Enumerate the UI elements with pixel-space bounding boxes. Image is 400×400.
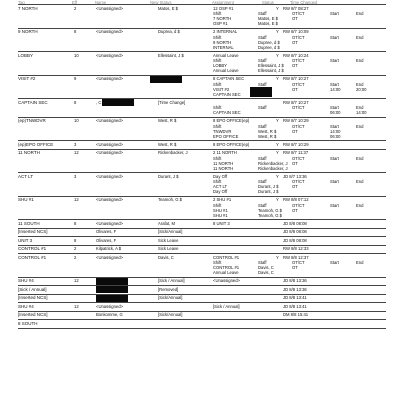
detail-cell: OT <box>292 207 298 213</box>
post-name: 11 SOUTH <box>18 220 40 226</box>
detail-cell: CAPTAIN SEC <box>213 110 241 115</box>
post-count: 2 <box>74 246 77 251</box>
post-name: LOBBY <box>18 52 34 58</box>
staff-status: [Sick/Annual] <box>158 229 183 234</box>
redaction-block <box>96 286 128 293</box>
column-header: Assignment <box>212 0 234 5</box>
detail-cell: Start <box>330 34 339 40</box>
post-name: [Sick / Annual] <box>18 286 47 292</box>
post-name: [Inserted NCS] <box>18 312 48 317</box>
time-changed: RW 8/7 10:09 <box>283 29 309 34</box>
staff-status: Durant, J $ <box>158 173 179 179</box>
assignment: 2 11 NORTH <box>213 150 237 155</box>
staff-status: [Sick/Annual] <box>158 295 183 300</box>
detail-cell: 11 NORTH <box>213 160 234 166</box>
detail-cell: OT/CT <box>292 58 305 63</box>
time-changed: RW 8/7 10:27 <box>283 76 309 81</box>
column-header: New Status <box>150 0 172 5</box>
post-name: CAPTAIN SEC <box>18 99 48 105</box>
detail-cell: OT/CT <box>292 81 305 87</box>
time-changed: JD 8/8 08:08 <box>283 220 307 226</box>
staff-status: [Sick/Annual] <box>158 312 183 317</box>
assigned-name: <Unassigned> <box>96 173 124 179</box>
post-name: SHU #1 <box>18 197 34 202</box>
post-count: 2 <box>74 5 77 11</box>
detail-cell: End <box>356 34 364 40</box>
detail-cell: Staff <box>258 105 267 110</box>
detail-cell: TNWDVR <box>213 128 232 134</box>
time-changed: JD 8/8 13:36 <box>283 286 307 292</box>
detail-cell: End <box>356 11 364 16</box>
detail-cell: OT/CT <box>292 202 305 208</box>
post-count: 3 <box>74 173 77 179</box>
detail-cell: Shift <box>213 202 222 208</box>
detail-cell: OT/CT <box>292 34 305 40</box>
post-name: CONTROL #1 <box>18 246 47 251</box>
post-count: 8 <box>74 29 77 34</box>
detail-cell: Staff <box>258 155 267 161</box>
time-changed: JD 8/8 13:36 <box>283 278 307 283</box>
detail-cell: 20:00 <box>356 86 367 92</box>
staff-status: Sick Leave <box>158 246 179 251</box>
detail-cell: Start <box>330 260 339 265</box>
assigned-name: Bonkomme, G <box>96 312 123 317</box>
detail-cell: OT <box>292 63 298 68</box>
detail-cell: Durant, J $ <box>258 184 279 189</box>
detail-cell: VISIT #2 <box>213 86 230 92</box>
detail-cell: Start <box>330 123 339 129</box>
staff-status: [Removed] <box>158 286 179 292</box>
detail-cell: 14:00 <box>330 86 341 92</box>
detail-cell: Staff <box>258 11 267 16</box>
assigned-name: <Unassigned> <box>96 52 124 58</box>
detail-cell: Start <box>330 58 339 63</box>
flag: Y <box>276 76 279 81</box>
assigned-name: <Unassigned> <box>96 197 124 202</box>
assigned-name: <Unassigned> <box>96 76 124 81</box>
detail-cell: OT/CT <box>292 105 305 110</box>
detail-cell: INTERNAL <box>213 44 234 50</box>
column-header: Name <box>95 0 107 5</box>
staff-status: Matos, E $ <box>158 5 179 11</box>
assignment: 2 INTERNAL <box>213 29 238 34</box>
column-header: Tag <box>18 0 25 5</box>
row-divider <box>18 228 386 229</box>
detail-cell: OT <box>292 160 298 166</box>
detail-cell: CAPTAIN SEC <box>213 91 241 97</box>
detail-cell: OT <box>292 184 298 189</box>
staff-status: [Time Change] <box>158 99 186 105</box>
assignment: 2 SHU #1 <box>213 197 232 202</box>
detail-cell: Shift <box>213 123 222 129</box>
post-name: 11 NORTH <box>18 150 40 155</box>
assignment: [Sick / Annual] <box>213 303 240 309</box>
post-count: 3 <box>74 141 77 147</box>
detail-cell: Matos, E $ <box>258 16 279 21</box>
time-changed: RW 8/8 07:12 <box>283 197 309 202</box>
time-changed: RW 8/7 10:27 <box>283 99 309 105</box>
detail-cell: Staff <box>258 123 267 129</box>
detail-cell: OT <box>292 86 298 92</box>
detail-cell: 06:00 <box>330 133 341 139</box>
detail-cell: Durant, J $ <box>258 189 279 194</box>
post-name: (ep)EPO OFFICE <box>18 141 54 147</box>
detail-cell: End <box>356 179 364 184</box>
time-changed: RW 8/7 10:29 <box>283 141 309 147</box>
detail-cell: Ellessaint, J $ <box>258 63 284 68</box>
assigned-name: <Unassigned> <box>96 5 124 11</box>
detail-cell: Shift <box>213 260 222 265</box>
row-divider <box>18 294 386 295</box>
detail-cell: OT <box>292 16 298 21</box>
time-changed: DM 8/8 15:41 <box>283 312 309 317</box>
assigned-name: <Unassigned> <box>96 141 124 147</box>
time-changed: JD 8/8 13:41 <box>283 295 307 300</box>
post-count: 12 <box>74 278 79 283</box>
post-name: ACT LT <box>18 173 34 179</box>
time-changed: JD 8/8 08:08 <box>283 237 307 243</box>
detail-cell: OT/CT <box>292 11 305 16</box>
detail-cell: Start <box>330 11 339 16</box>
flag: Y <box>276 118 279 123</box>
detail-cell: SHU #1 <box>213 212 228 218</box>
detail-cell: Annual Leave <box>213 68 239 73</box>
staff-status: [Sick / Annual] <box>158 278 185 283</box>
staff-status: West, R $ <box>158 141 177 147</box>
staff-status: Davis, C <box>158 254 174 260</box>
assigned-name: Olivares, F <box>96 237 117 243</box>
detail-cell: End <box>356 260 364 265</box>
detail-cell: OT/CT <box>292 123 305 129</box>
detail-cell: EPO OFFICE <box>213 133 239 139</box>
post-name: (ep)TNWDVR <box>18 118 46 123</box>
post-count: 2 <box>74 254 77 260</box>
detail-cell: Start <box>330 155 339 161</box>
assigned-name: <Unassigned> <box>96 303 124 309</box>
assigned-name: <Unassigned> <box>96 254 124 260</box>
post-count: 12 <box>74 303 79 309</box>
detail-cell: End <box>356 123 364 129</box>
post-name: 8 SOUTH <box>18 320 38 326</box>
detail-cell: 7 NORTH <box>213 16 232 21</box>
time-changed: RW 8/7 08:27 <box>283 5 309 11</box>
flag: Y <box>276 29 279 34</box>
detail-cell: OSP #1 <box>213 21 228 26</box>
assigned-name: Kilpatrick, A $ <box>96 246 122 251</box>
detail-cell: Staff <box>258 81 267 87</box>
assignment: 8 EPO OFFICE(ep) <box>213 118 250 123</box>
post-name: VISIT #2 <box>18 76 36 81</box>
detail-cell: Day Off <box>213 189 228 194</box>
detail-cell: Rickenbacker, J <box>258 160 288 166</box>
post-name: 9 NORTH <box>18 29 38 34</box>
time-changed: JD 8/7 13:36 <box>283 173 307 179</box>
detail-cell: Ellessaint, J $ <box>258 68 284 73</box>
row-divider <box>18 285 386 286</box>
detail-cell: Teamoh, G $ <box>258 212 282 218</box>
detail-cell: Rickenbacker, J <box>258 165 288 171</box>
detail-cell: Start <box>330 202 339 208</box>
assignment: Day Off <box>213 173 228 179</box>
post-name: CONTROL #1 <box>18 254 47 260</box>
assigned-name: <Unassigned> <box>96 29 124 34</box>
redaction-block <box>250 92 272 97</box>
post-count: 12 <box>74 150 79 155</box>
detail-cell: Shift <box>213 155 222 161</box>
staff-status: Arafat, M <box>158 220 175 226</box>
detail-cell: 14:00 <box>330 128 341 134</box>
staff-status: Duprea, d $ <box>158 29 180 34</box>
post-name: [Inserted NCS] <box>18 295 48 300</box>
assignment: CONTROL #1 <box>213 254 240 260</box>
detail-cell: Staff <box>258 34 267 40</box>
post-count: 9 <box>74 76 77 81</box>
post-count: 8 <box>74 220 77 226</box>
detail-cell: Annual Leave <box>213 270 239 275</box>
detail-cell: Shift <box>213 105 222 110</box>
column-header: Time Changed <box>290 0 318 5</box>
detail-cell: OT <box>292 39 298 45</box>
detail-cell: OT/CT <box>292 155 305 161</box>
column-header: Status <box>262 0 274 5</box>
flag: Y <box>276 197 279 202</box>
post-count: 12 <box>74 197 79 202</box>
assignment: 8 CAPTAIN SEC <box>213 76 245 81</box>
detail-cell: SHU #1 <box>213 207 228 213</box>
detail-cell: 06:00 <box>330 110 341 115</box>
time-changed: RW 8/7 11:37 <box>283 150 309 155</box>
flag: Y <box>276 141 279 147</box>
post-count: 10 <box>74 52 79 58</box>
detail-cell: Staff <box>258 260 267 265</box>
time-changed: RW 8/7 10:24 <box>283 52 309 58</box>
detail-cell: OT/CT <box>292 179 305 184</box>
detail-cell: Shift <box>213 11 222 16</box>
redaction-block <box>102 99 134 106</box>
redaction-block <box>150 76 182 83</box>
redaction-block <box>96 278 128 285</box>
time-changed: RW 8/8 12:33 <box>283 246 309 251</box>
detail-cell: Staff <box>258 202 267 208</box>
post-count: 8 <box>74 99 77 105</box>
detail-cell: End <box>356 105 364 110</box>
detail-cell: West, R $ <box>258 133 277 139</box>
detail-cell: End <box>356 58 364 63</box>
flag: Y <box>276 52 279 58</box>
column-header: Eff <box>72 0 78 5</box>
post-name: UNIT 3 <box>18 237 33 243</box>
detail-cell: Matos, E $ <box>258 21 279 26</box>
detail-cell: End <box>356 155 364 161</box>
detail-cell: Dupree, d $ <box>258 44 280 50</box>
time-changed: JD 8/8 13:41 <box>283 303 307 309</box>
row-divider <box>18 311 386 312</box>
redaction-block <box>96 295 128 302</box>
post-name: 7 NORTH <box>18 5 38 11</box>
time-changed: RW 8/8 12:37 <box>283 254 309 260</box>
staff-status: Sick Leave <box>158 237 179 243</box>
staff-status: Rickenbacker, J <box>158 150 188 155</box>
post-name: [Inserted NCS] <box>18 229 48 234</box>
staff-status: Ellessaint, J $ <box>158 52 184 58</box>
detail-cell: Teamoh, G $ <box>258 207 282 213</box>
assigned-name: <Unassigned> <box>96 220 124 226</box>
detail-cell: OT/CT <box>292 260 305 265</box>
post-name: SHU #4 <box>18 303 34 309</box>
detail-cell: Start <box>330 105 339 110</box>
detail-cell: Shift <box>213 81 222 87</box>
detail-cell: Shift <box>213 58 222 63</box>
time-changed: RW 8/7 10:29 <box>283 118 309 123</box>
detail-cell: LOBBY <box>213 63 227 68</box>
detail-cell: CONTROL #1 <box>213 265 240 270</box>
post-count: 8 <box>74 237 77 243</box>
detail-cell: Dupree, d $ <box>258 39 280 45</box>
detail-cell: Start <box>330 179 339 184</box>
assignment: <Unassigned> <box>213 278 241 283</box>
detail-cell: 14:00 <box>356 110 367 115</box>
detail-cell: Shift <box>213 34 222 40</box>
assigned-name: <Unassigned> <box>96 118 124 123</box>
detail-cell: Staff <box>258 179 267 184</box>
detail-cell: Davis, C <box>258 265 274 270</box>
assigned-name: Olivares, F <box>96 229 117 234</box>
post-count: 10 <box>74 118 79 123</box>
row-divider <box>18 328 386 329</box>
detail-cell: West, R $ <box>258 128 277 134</box>
flag: Y <box>276 5 279 11</box>
assignment: Annual Leave <box>213 52 239 58</box>
detail-cell: ACT LT <box>213 184 228 189</box>
flag: Y <box>276 173 279 179</box>
staff-status: Teamoh, G $ <box>158 197 182 202</box>
detail-cell: 9 NORTH <box>213 39 232 45</box>
flag: Y <box>276 254 279 260</box>
post-name: SHU #4 <box>18 278 34 283</box>
detail-cell: OT <box>292 265 298 270</box>
flag: Y <box>276 150 279 155</box>
assignment: 8 UNIT 3 <box>213 220 230 226</box>
detail-cell: Davis, C <box>258 270 274 275</box>
detail-cell: Shift <box>213 179 222 184</box>
assignment: 8 EPO OFFICE(ep) <box>213 141 250 147</box>
detail-cell: End <box>356 81 364 87</box>
assigned-name: <Unassigned> <box>96 150 124 155</box>
detail-cell: Staff <box>258 58 267 63</box>
staff-status: West, R $ <box>158 118 177 123</box>
detail-cell: 11 NORTH <box>213 165 234 171</box>
detail-cell: OT <box>292 128 298 134</box>
assigned-name: , C <box>96 99 102 105</box>
row-divider <box>18 319 386 320</box>
time-changed: JD 8/8 08:08 <box>283 229 307 234</box>
assignment: 12 OSP #1 <box>213 5 234 11</box>
detail-cell: End <box>356 202 364 208</box>
detail-cell: Start <box>330 81 339 87</box>
